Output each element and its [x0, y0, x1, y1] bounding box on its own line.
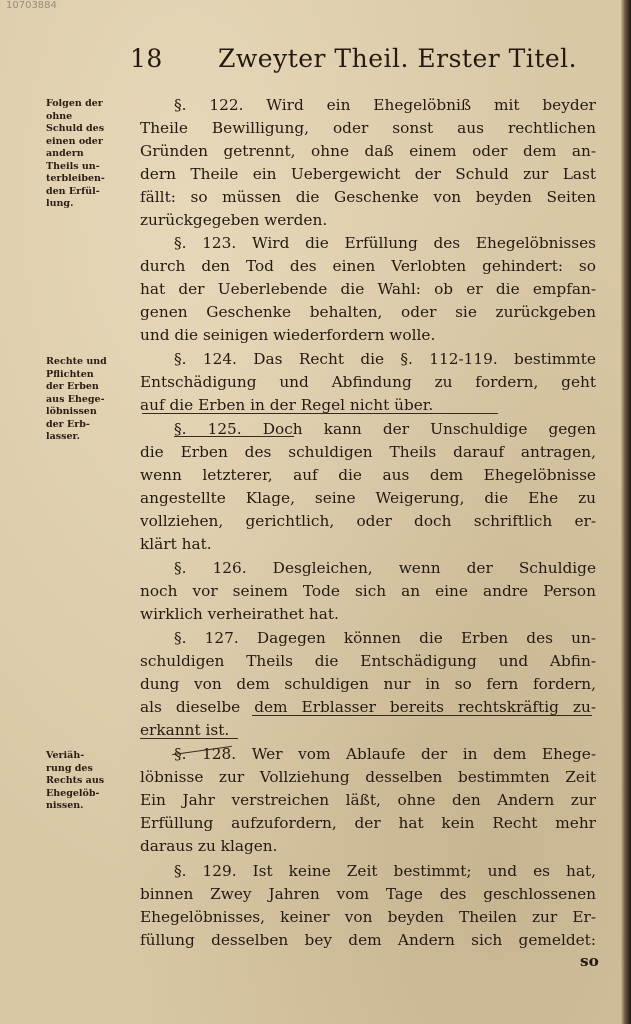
- body-line: Ein Jahr verstreichen läßt, ohne den Andern zur: [140, 791, 596, 809]
- margin-note-line: Veriäh-: [46, 750, 85, 761]
- body-line: binnen Zwey Jahren vom Tage des geschlossenen: [140, 885, 596, 903]
- margin-note-line: den Erfül-: [46, 185, 100, 197]
- running-title: Zweyter Theil. Erster Titel.: [218, 44, 578, 73]
- body-line: §. 123. Wird die Erfüllung des Ehegelöbnisses: [174, 234, 596, 252]
- pen-underline: [174, 436, 294, 437]
- body-line: schuldigen Theils die Entschädigung und Abfin-: [140, 652, 596, 670]
- body-line: noch vor seinem Tode sich an eine andre Person: [140, 582, 596, 600]
- body-line: Entschädigung und Abfindung zu fordern, geht: [140, 373, 596, 391]
- margin-note-line: einen oder: [46, 135, 103, 147]
- body-line: §. 126. Desgleichen, wenn der Schuldige: [174, 559, 596, 577]
- margin-note-line: der Erben: [46, 381, 99, 392]
- pen-underline: [142, 413, 498, 414]
- body-line: als dieselbe dem Erblasser bereits rechtskräftig zu-: [140, 698, 596, 716]
- body-line: §. 124. Das Recht die §. 112-119. bestimmte: [174, 350, 596, 368]
- body-line: fällt: so müssen die Geschenke von beyden Seiten: [140, 188, 596, 206]
- body-line: erkannt ist.: [140, 721, 230, 739]
- margin-note-line: ohne: [46, 110, 73, 122]
- margin-note-line: der Erb-: [46, 418, 90, 430]
- margin-note-line: Schuld des: [46, 123, 105, 134]
- margin-note: [46, 356, 130, 444]
- margin-note-line: terbleiben-: [46, 173, 105, 184]
- margin-note-line: nissen.: [46, 800, 84, 811]
- margin-note-line: Rechts aus: [46, 775, 105, 786]
- margin-note: [46, 750, 130, 813]
- margin-note-line: lasser.: [46, 431, 80, 442]
- scan-id: 10703884: [6, 0, 57, 11]
- body-line: §. 127. Dagegen können die Erben des un-: [174, 629, 596, 647]
- body-line: Erfüllung aufzufordern, der hat kein Recht mehr: [140, 814, 596, 832]
- body-line: zurückgegeben werden.: [140, 211, 328, 229]
- page-number: 18: [130, 44, 163, 73]
- catchword: so: [580, 952, 599, 970]
- body-line: klärt hat.: [140, 535, 212, 553]
- body-line: §. 128. Wer vom Ablaufe der in dem Ehege-: [174, 745, 596, 763]
- body-line: dung von dem schuldigen nur in so fern fordern,: [140, 675, 596, 693]
- margin-note-line: Theils un-: [46, 160, 100, 172]
- margin-note-line: Rechte und: [46, 356, 107, 367]
- body-line: Gründen getrennt, ohne daß einem oder dem an-: [140, 142, 596, 160]
- body-line: §. 125. Doch kann der Unschuldige gegen: [174, 420, 596, 438]
- body-line: daraus zu klagen.: [140, 837, 278, 855]
- body-line: Ehegelöbnisses, keiner von beyden Theilen zur Er-: [140, 908, 596, 926]
- page-edge: [621, 0, 631, 1024]
- margin-note-line: Pflichten: [46, 368, 94, 380]
- body-line: hat der Ueberlebende die Wahl: ob er die empfan-: [140, 280, 596, 298]
- margin-note-line: lung.: [46, 198, 74, 209]
- pen-underline: [252, 715, 592, 716]
- body-line: und die seinigen wiederfordern wolle.: [140, 326, 436, 344]
- body-line: füllung desselben bey dem Andern sich gemeldet:: [140, 931, 596, 949]
- margin-note-line: löbnissen: [46, 406, 97, 417]
- body-line: §. 129. Ist keine Zeit bestimmt; und es hat,: [174, 862, 596, 880]
- margin-note: [46, 98, 130, 211]
- margin-note-line: andern: [46, 148, 84, 159]
- body-line: die Erben des schuldigen Theils darauf antragen,: [140, 443, 596, 461]
- margin-note-line: rung des: [46, 762, 93, 774]
- body-line: durch den Tod des einen Verlobten gehindert: so: [140, 257, 596, 275]
- pen-underline: [140, 738, 238, 739]
- body-line: auf die Erben in der Regel nicht über.: [140, 396, 434, 414]
- page-header: [130, 44, 590, 84]
- body-line: dern Theile ein Uebergewicht der Schuld zur Last: [140, 165, 596, 183]
- body-line: Theile Bewilligung, oder sonst aus rechtlichen: [140, 119, 596, 137]
- body-line: wenn letzterer, auf die aus dem Ehegelöbnisse: [140, 466, 596, 484]
- margin-note-line: aus Ehege-: [46, 393, 105, 405]
- margin-note-line: Ehegelöb-: [46, 787, 100, 799]
- body-line: genen Geschenke behalten, oder sie zurückgeben: [140, 303, 596, 321]
- body-line: angestellte Klage, seine Weigerung, die Ehe zu: [140, 489, 596, 507]
- body-line: §. 122. Wird ein Ehegelöbniß mit beyder: [174, 96, 596, 114]
- margin-note-line: Folgen der: [46, 98, 103, 109]
- body-line: wirklich verheirathet hat.: [140, 605, 339, 623]
- body-line: löbnisse zur Vollziehung desselben bestimmten Zeit: [140, 768, 596, 786]
- body-line: vollziehen, gerichtlich, oder doch schriftlich er-: [140, 512, 596, 530]
